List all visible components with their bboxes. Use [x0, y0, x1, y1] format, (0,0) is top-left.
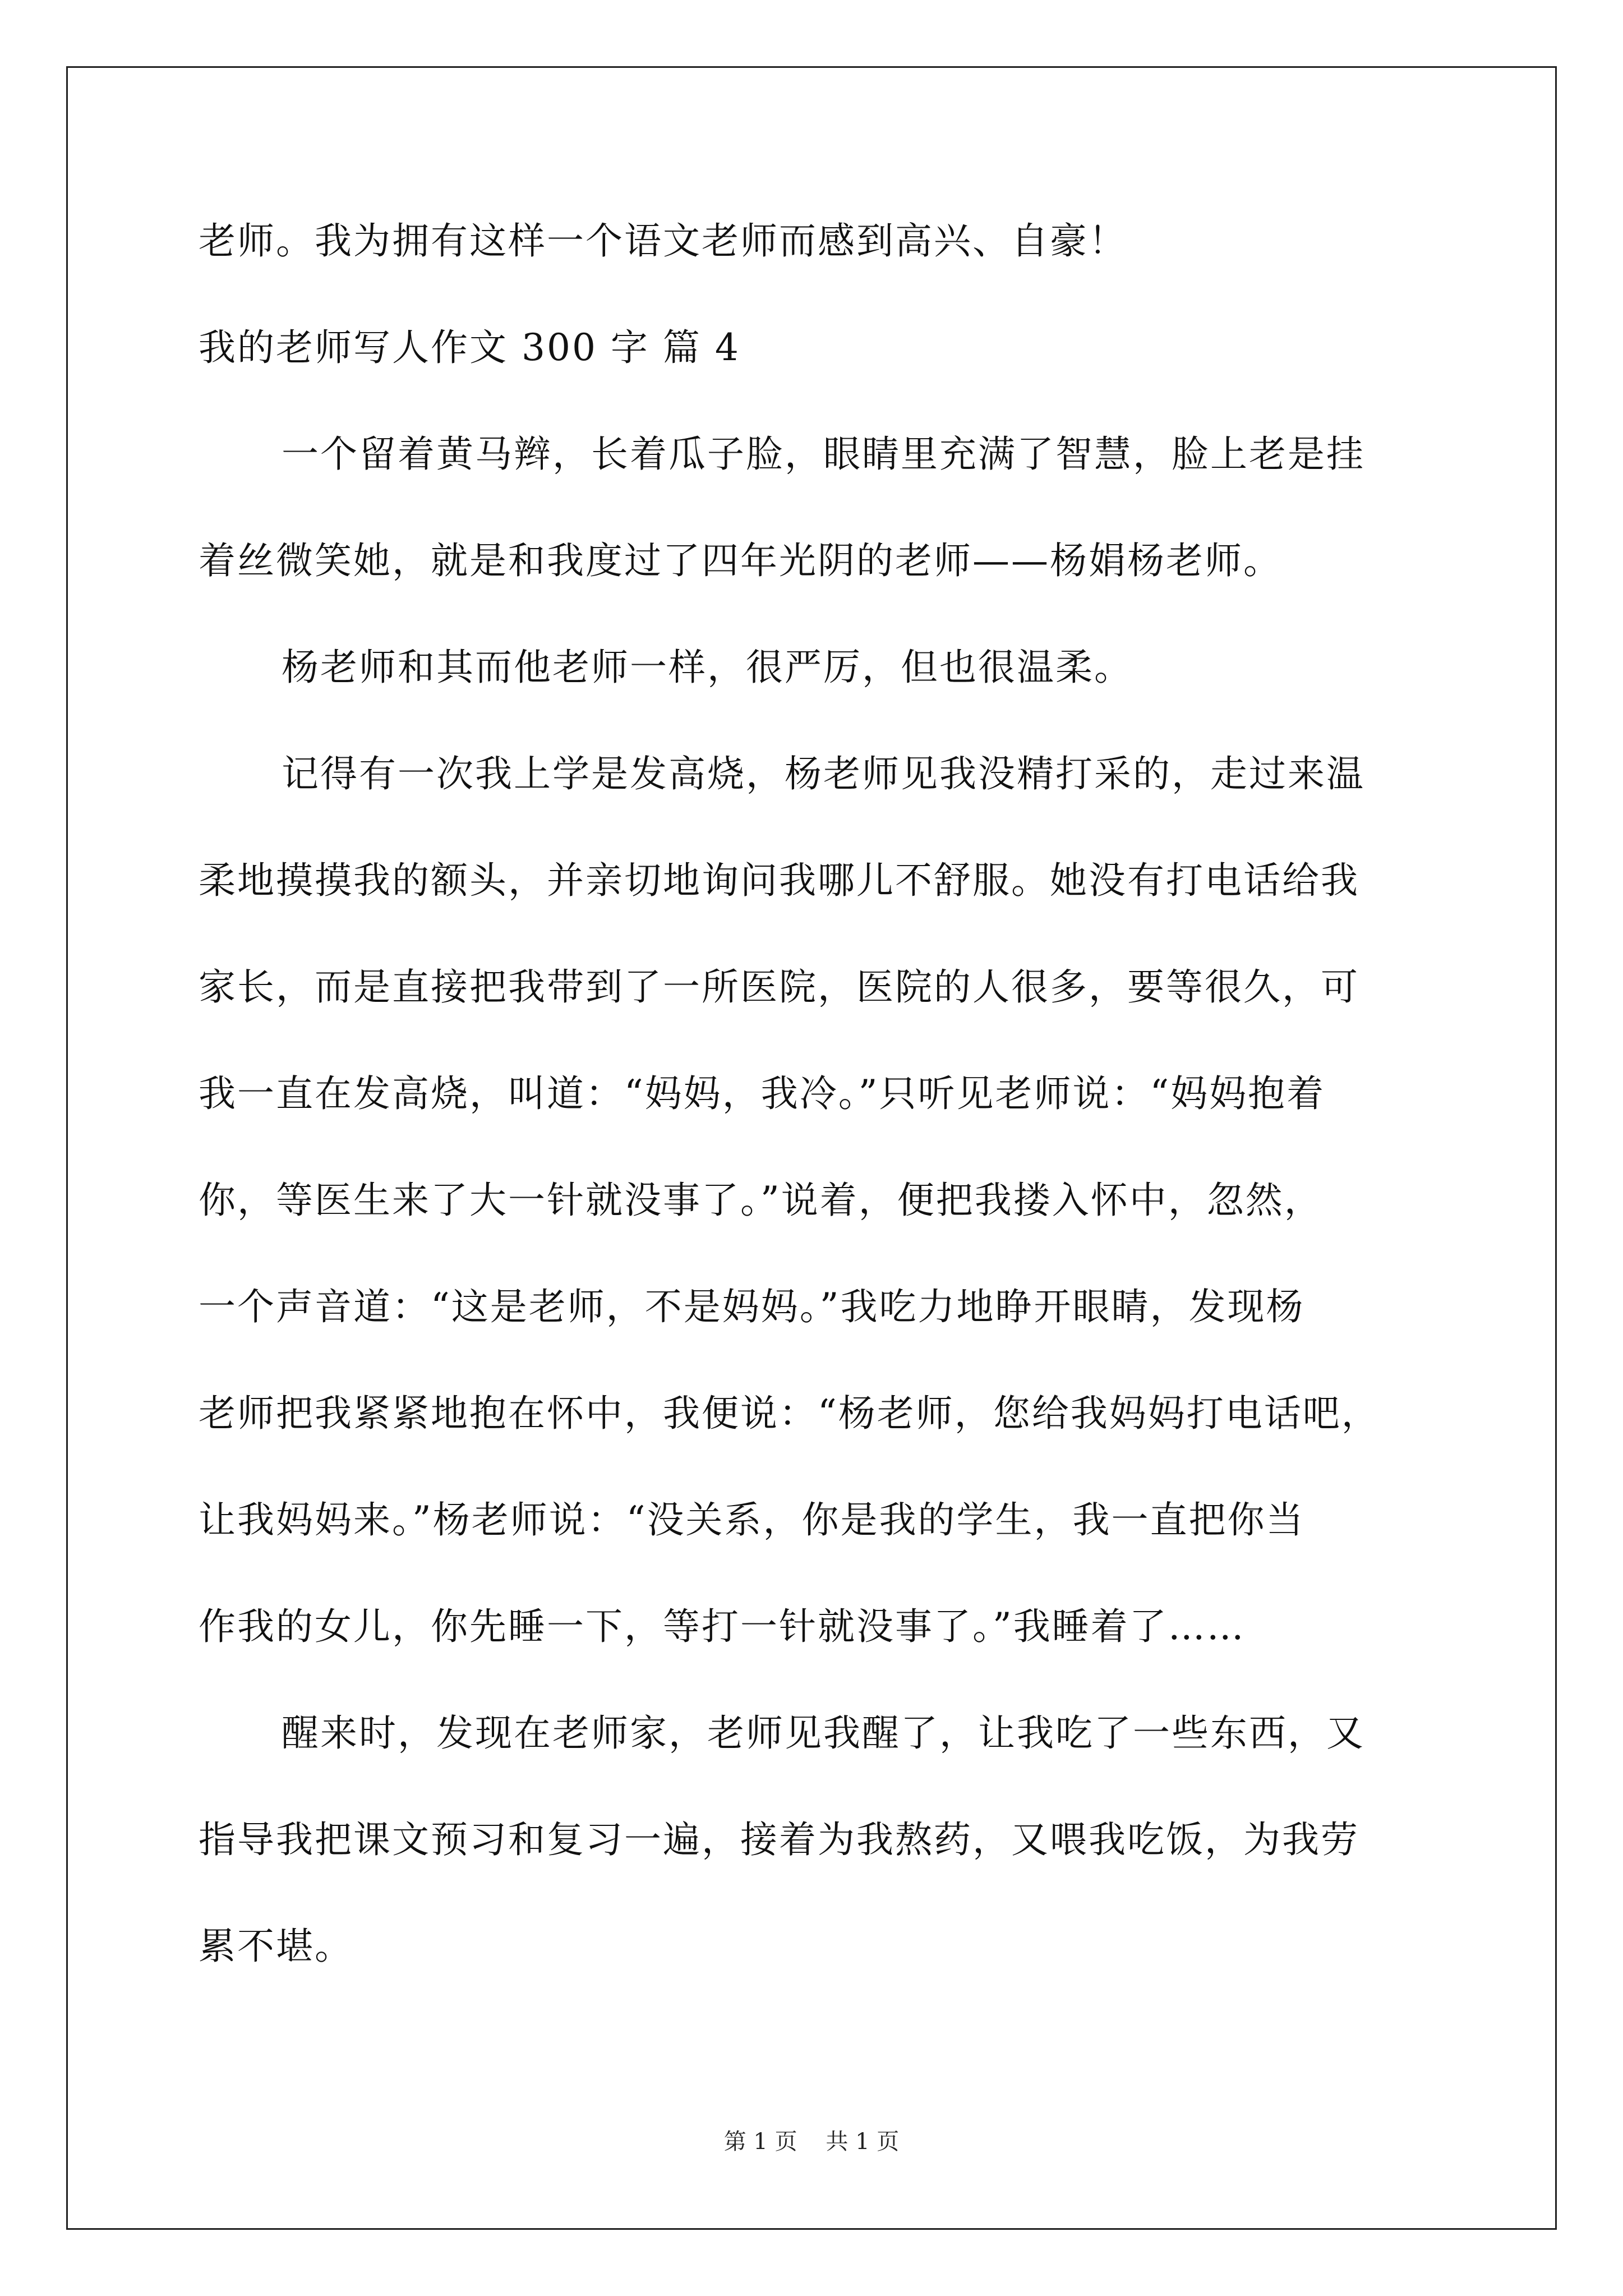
paragraph-line: 柔地摸摸我的额头，并亲切地询问我哪儿不舒服。她没有打电话给我: [199, 859, 1359, 902]
paragraph-line: 累不堪。: [199, 1925, 353, 1968]
paragraph-line: 老师。我为拥有这样一个语文老师而感到高兴、自豪！: [199, 219, 1127, 263]
paragraph-line: 作我的女儿，你先睡一下，等打一针就没事了。”我睡着了……: [199, 1605, 1246, 1648]
paragraph-line: 着丝微笑她，就是和我度过了四年光阴的老师——杨娟杨老师。: [199, 539, 1282, 582]
paragraph-line: 杨老师和其而他老师一样，很严厉，但也很温柔。: [282, 646, 1133, 689]
paragraph-line: 老师把我紧紧地抱在怀中，我便说：“杨老师，您给我妈妈打电话吧，: [199, 1392, 1380, 1435]
paragraph-line: 记得有一次我上学是发高烧，杨老师见我没精打采的，走过来温: [282, 752, 1365, 795]
paragraph-line: 一个声音道：“这是老师，不是妈妈。”我吃力地睁开眼睛，发现杨: [199, 1285, 1305, 1328]
paragraph-line: 指导我把课文预习和复习一遍，接着为我熬药，又喂我吃饭，为我劳: [199, 1818, 1359, 1861]
paragraph-line: 你，等医生来了大一针就没事了。”说着，便把我搂入怀中，忽然，: [199, 1179, 1323, 1222]
page-border: [66, 66, 1557, 2230]
page-number-label: 第 1 页 共 1 页: [723, 2129, 900, 2155]
page-footer: [0, 2128, 1623, 2156]
section-heading: 我的老师写人作文 300 字 篇 4: [199, 326, 740, 369]
paragraph-line: 醒来时，发现在老师家，老师见我醒了，让我吃了一些东西，又: [282, 1711, 1365, 1755]
paragraph-line: 我一直在发高烧，叫道：“妈妈，我冷。”只听见老师说：“妈妈抱着: [199, 1072, 1326, 1115]
paragraph-line: 一个留着黄马辫，长着瓜子脸，眼睛里充满了智慧，脸上老是挂: [282, 432, 1365, 476]
paragraph-line: 让我妈妈来。”杨老师说：“没关系，你是我的学生，我一直把你当: [199, 1498, 1305, 1542]
paragraph-line: 家长，而是直接把我带到了一所医院，医院的人很多，要等很久，可: [199, 965, 1359, 1009]
